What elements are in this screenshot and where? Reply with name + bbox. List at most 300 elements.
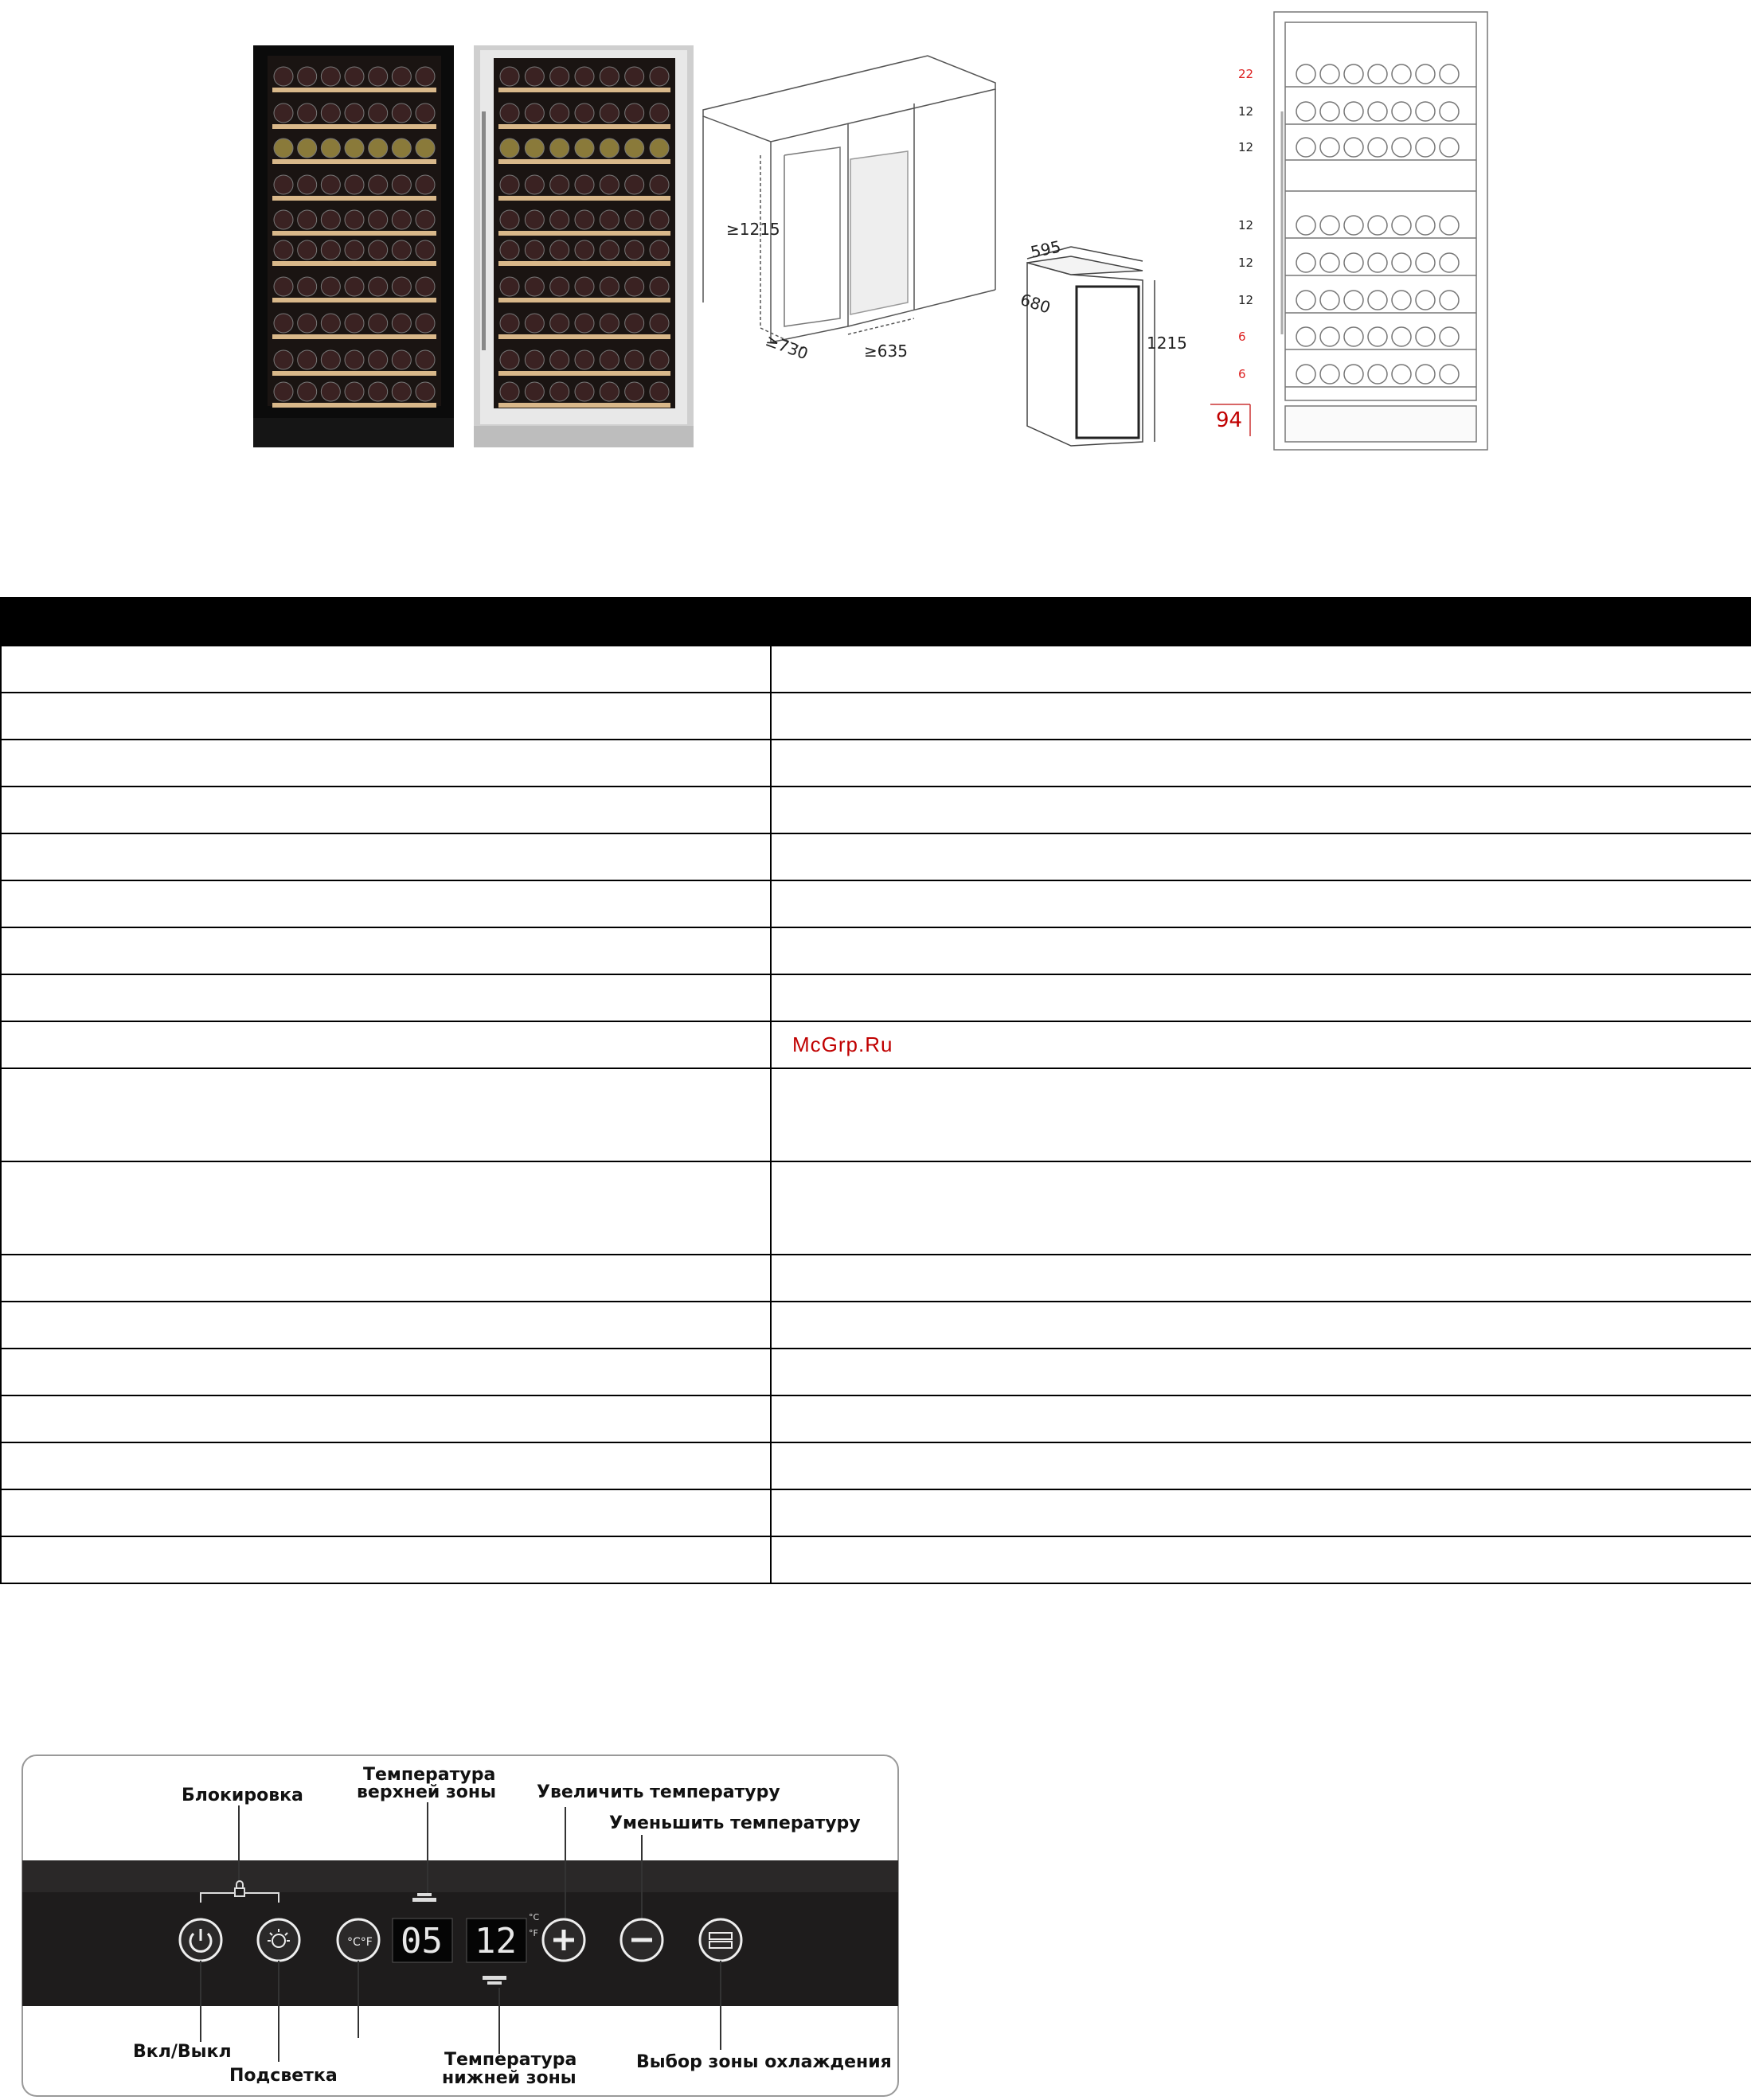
bottle-icon: [298, 210, 317, 229]
table-row: [1, 646, 1751, 693]
bottle-icon: [369, 240, 388, 260]
table-row: [1, 880, 1751, 927]
bottle-outline: [1344, 365, 1363, 384]
bottle-outline: [1440, 291, 1459, 310]
bottle-icon: [392, 240, 411, 260]
table-row: [1, 787, 1751, 833]
bottle-outline: [1368, 327, 1387, 346]
table-cell: [1, 1349, 771, 1395]
bottle-icon: [575, 277, 594, 296]
table-cell: [771, 1068, 1751, 1161]
upper-temp-label-2: верхней зоны: [357, 1782, 496, 1802]
table-cell: [1, 1442, 771, 1489]
bottle-icon: [650, 314, 669, 333]
bottle-icon: [550, 175, 569, 194]
bottle-outline: [1296, 138, 1315, 157]
bottle-icon: [600, 350, 619, 369]
bottle-icon: [392, 103, 411, 123]
total-bottles-label: 94: [1216, 408, 1243, 432]
bottle-outline: [1440, 138, 1459, 157]
table-row: [1, 740, 1751, 787]
bottle-outline: [1440, 365, 1459, 384]
unit-dimension-drawing: [1027, 247, 1155, 446]
bottle-outline: [1320, 365, 1339, 384]
bottle-icon: [550, 314, 569, 333]
bottle-icon: [345, 210, 364, 229]
wooden-shelf: [498, 261, 670, 266]
table-cell: [771, 1395, 1751, 1442]
table-cell: [1, 880, 771, 927]
bottle-icon: [298, 240, 317, 260]
bottle-icon: [625, 103, 644, 123]
bottle-outline: [1392, 291, 1411, 310]
bottle-icon: [625, 240, 644, 260]
bottle-icon: [550, 139, 569, 158]
upper-zone-display: 05: [401, 1921, 443, 1961]
bottle-icon: [525, 103, 544, 123]
table-cell: [1, 646, 771, 693]
table-cell: [1, 1161, 771, 1255]
bottle-outline: [1344, 102, 1363, 121]
lower-temp-label-1: Температура: [444, 2050, 577, 2070]
celsius-indicator: °C: [529, 1912, 540, 1922]
bottle-icon: [500, 103, 519, 123]
wooden-shelf: [498, 231, 670, 236]
table-cell: [771, 1302, 1751, 1349]
wooden-shelf: [272, 371, 436, 376]
wooden-shelf: [498, 403, 670, 408]
bottle-outline: [1416, 365, 1435, 384]
bottle-icon: [575, 103, 594, 123]
bottle-icon: [575, 210, 594, 229]
bottle-icon: [369, 210, 388, 229]
table-row: [1, 1255, 1751, 1302]
bottle-icon: [416, 350, 435, 369]
bottle-outline: [1440, 253, 1459, 272]
bottle-icon: [416, 103, 435, 123]
wine-cooler-black-photo: [253, 45, 454, 447]
bottle-icon: [345, 382, 364, 401]
bottle-outline: [1368, 253, 1387, 272]
table-row: [1, 1021, 1751, 1068]
bottle-icon: [369, 139, 388, 158]
wooden-shelf: [272, 231, 436, 236]
bottle-icon: [345, 240, 364, 260]
table-cell: [771, 740, 1751, 787]
bottle-icon: [650, 277, 669, 296]
shelf-count-label: 12: [1238, 140, 1254, 154]
bottle-icon: [392, 382, 411, 401]
bottle-icon: [321, 350, 340, 369]
bottle-icon: [500, 314, 519, 333]
bottle-icon: [500, 277, 519, 296]
bottle-icon: [416, 240, 435, 260]
bottle-icon: [345, 175, 364, 194]
bottle-icon: [321, 67, 340, 86]
bottle-icon: [525, 350, 544, 369]
table-cell: [1, 833, 771, 880]
bottle-outline: [1344, 327, 1363, 346]
bottle-icon: [500, 240, 519, 260]
bottle-icon: [416, 314, 435, 333]
bottle-outline: [1296, 216, 1315, 235]
product-figures: [0, 0, 1751, 478]
bottle-icon: [298, 350, 317, 369]
bottle-icon: [274, 139, 293, 158]
bottle-icon: [321, 175, 340, 194]
bottle-icon: [500, 139, 519, 158]
bottle-icon: [298, 314, 317, 333]
table-cell: [771, 833, 1751, 880]
bottle-icon: [650, 67, 669, 86]
shelf-count-label: 6: [1238, 367, 1246, 381]
bottle-icon: [369, 103, 388, 123]
table-header-cell: [771, 598, 1751, 646]
bottle-icon: [650, 175, 669, 194]
bottle-icon: [392, 175, 411, 194]
bottle-icon: [369, 175, 388, 194]
bottle-icon: [550, 210, 569, 229]
table-row: [1, 833, 1751, 880]
table-row: [1, 1395, 1751, 1442]
table-cell: [771, 646, 1751, 693]
bottle-icon: [298, 382, 317, 401]
unit-depth-dim: 680: [1018, 289, 1053, 318]
bottle-icon: [625, 277, 644, 296]
table-cell: [771, 1255, 1751, 1302]
bottle-icon: [345, 277, 364, 296]
bottle-outline: [1392, 253, 1411, 272]
bottle-icon: [600, 210, 619, 229]
table-cell: [771, 1536, 1751, 1583]
bottle-icon: [392, 210, 411, 229]
bottle-icon: [500, 67, 519, 86]
table-cell: [1, 693, 771, 740]
bottle-outline: [1344, 64, 1363, 84]
bottle-icon: [525, 210, 544, 229]
increase-temp-label: Увеличить температуру: [537, 1782, 780, 1802]
bottle-icon: [600, 103, 619, 123]
bottle-outline: [1296, 102, 1315, 121]
bottle-outline: [1368, 64, 1387, 84]
bottle-icon: [298, 139, 317, 158]
bottle-outline: [1320, 102, 1339, 121]
table-cell: [1, 740, 771, 787]
bottle-icon: [625, 314, 644, 333]
bottle-icon: [600, 139, 619, 158]
table-row: [1, 1536, 1751, 1583]
bottle-icon: [525, 314, 544, 333]
table-header-row: [1, 598, 1751, 646]
niche-depth-dim: ≥730: [763, 330, 811, 364]
bottle-outline: [1392, 138, 1411, 157]
table-cell: [1, 1395, 771, 1442]
shelf-count-label: 12: [1238, 218, 1254, 232]
wooden-shelf: [272, 88, 436, 92]
bottle-icon: [274, 277, 293, 296]
bottle-icon: [625, 350, 644, 369]
bottle-icon: [525, 139, 544, 158]
bottle-icon: [575, 382, 594, 401]
table-cell: [771, 787, 1751, 833]
bottle-outline: [1320, 216, 1339, 235]
fahrenheit-indicator: °F: [529, 1928, 538, 1938]
bottle-icon: [500, 350, 519, 369]
bottle-outline: [1296, 327, 1315, 346]
bottle-outline: [1296, 253, 1315, 272]
bottle-icon: [369, 350, 388, 369]
bottle-icon: [575, 350, 594, 369]
table-row: [1, 927, 1751, 974]
bottle-icon: [345, 314, 364, 333]
wooden-shelf: [498, 124, 670, 129]
table-cell: [771, 880, 1751, 927]
shelf-count-label: 12: [1238, 256, 1254, 270]
bottle-icon: [345, 103, 364, 123]
table-cell: [771, 1161, 1751, 1255]
bottle-icon: [345, 350, 364, 369]
wooden-shelf: [272, 261, 436, 266]
wooden-shelf: [498, 298, 670, 303]
lock-label: Блокировка: [182, 1786, 303, 1805]
wooden-shelf: [498, 159, 670, 164]
bottle-icon: [600, 67, 619, 86]
bottle-icon: [625, 382, 644, 401]
bottle-icon: [575, 240, 594, 260]
power-label: Вкл/Выкл: [133, 2042, 232, 2062]
bottle-icon: [345, 67, 364, 86]
zone-select-button[interactable]: [700, 1919, 741, 1961]
bottle-icon: [274, 103, 293, 123]
bottle-icon: [321, 210, 340, 229]
bottle-outline: [1440, 327, 1459, 346]
bottle-icon: [550, 382, 569, 401]
bottle-icon: [625, 175, 644, 194]
bottle-icon: [625, 139, 644, 158]
bottle-icon: [525, 382, 544, 401]
table-cell: [771, 927, 1751, 974]
bottle-icon: [392, 314, 411, 333]
bottle-icon: [298, 277, 317, 296]
bottle-icon: [321, 240, 340, 260]
bottle-outline: [1392, 327, 1411, 346]
bottle-icon: [274, 210, 293, 229]
bottle-icon: [650, 139, 669, 158]
bottle-outline: [1416, 102, 1435, 121]
bottle-icon: [416, 175, 435, 194]
bottle-icon: [369, 382, 388, 401]
wooden-shelf: [272, 298, 436, 303]
decrease-temp-button[interactable]: [621, 1919, 662, 1961]
bottle-icon: [392, 277, 411, 296]
table-cell: [1, 1255, 771, 1302]
bottle-icon: [321, 314, 340, 333]
table-cell: [1, 1489, 771, 1536]
table-row: [1, 693, 1751, 740]
bottle-icon: [650, 350, 669, 369]
wooden-shelf: [272, 159, 436, 164]
wine-cooler-steel-photo: [474, 45, 694, 447]
bottle-outline: [1416, 138, 1435, 157]
bottle-icon: [298, 103, 317, 123]
bottle-outline: [1416, 327, 1435, 346]
table-row: [1, 1442, 1751, 1489]
bottle-icon: [274, 240, 293, 260]
bottle-outline: [1368, 102, 1387, 121]
bottle-icon: [525, 175, 544, 194]
upper-temp-label-1: Температура: [363, 1765, 496, 1785]
bottle-outline: [1320, 253, 1339, 272]
bottle-icon: [575, 67, 594, 86]
bottle-icon: [500, 382, 519, 401]
table-row: [1, 1068, 1751, 1161]
bottle-icon: [392, 350, 411, 369]
bottle-outline: [1368, 291, 1387, 310]
bottle-icon: [600, 382, 619, 401]
decrease-temp-label: Уменьшить температуру: [609, 1813, 861, 1833]
bottle-icon: [392, 139, 411, 158]
table-cell: [771, 1349, 1751, 1395]
bottle-outline: [1320, 327, 1339, 346]
table-cell: [1, 787, 771, 833]
bottle-icon: [575, 139, 594, 158]
bottle-icon: [650, 210, 669, 229]
niche-height-dim: ≥1215: [726, 220, 780, 239]
wooden-shelf: [498, 196, 670, 201]
bottle-outline: [1416, 216, 1435, 235]
bottle-icon: [600, 277, 619, 296]
unit-toggle-button[interactable]: [338, 1919, 379, 1961]
wooden-shelf: [272, 124, 436, 129]
bottle-outline: [1416, 291, 1435, 310]
bottle-icon: [321, 103, 340, 123]
bottle-icon: [550, 277, 569, 296]
bottle-icon: [274, 67, 293, 86]
bottle-icon: [550, 350, 569, 369]
table-row: [1, 1349, 1751, 1395]
watermark-text: McGrp.Ru: [771, 1021, 1751, 1068]
bottle-icon: [416, 139, 435, 158]
bottle-icon: [298, 67, 317, 86]
table-row: [1, 1302, 1751, 1349]
bottle-outline: [1320, 291, 1339, 310]
shelf-count-label: 22: [1238, 67, 1254, 81]
bottle-outline: [1296, 365, 1315, 384]
bottle-icon: [416, 382, 435, 401]
bottle-icon: [416, 67, 435, 86]
table-cell: [1, 1021, 771, 1068]
light-button[interactable]: [258, 1919, 299, 1961]
shelf-count-label: 12: [1238, 104, 1254, 119]
table-row: [1, 974, 1751, 1021]
bottle-icon: [416, 277, 435, 296]
bottle-icon: [525, 277, 544, 296]
bottle-icon: [369, 67, 388, 86]
increase-temp-button[interactable]: [543, 1919, 584, 1961]
bottle-icon: [416, 210, 435, 229]
bottle-outline: [1392, 365, 1411, 384]
shelf-count-label: 12: [1238, 293, 1254, 307]
bottle-icon: [575, 175, 594, 194]
bottle-outline: [1344, 138, 1363, 157]
bottle-icon: [369, 314, 388, 333]
bottle-icon: [650, 382, 669, 401]
bottle-icon: [650, 240, 669, 260]
bottle-outline: [1392, 64, 1411, 84]
bottle-icon: [274, 350, 293, 369]
table-row: [1, 1161, 1751, 1255]
wooden-shelf: [272, 403, 436, 408]
bottle-icon: [575, 314, 594, 333]
bottle-icon: [600, 240, 619, 260]
bottle-outline: [1368, 365, 1387, 384]
wooden-shelf: [498, 334, 670, 339]
table-cell: [1, 1068, 771, 1161]
bottle-outline: [1320, 64, 1339, 84]
celsius-fahrenheit-icon: °C°F: [347, 1936, 373, 1949]
bottle-outline: [1368, 216, 1387, 235]
bottle-icon: [274, 175, 293, 194]
bottle-outline: [1296, 291, 1315, 310]
bottle-icon: [550, 240, 569, 260]
bottle-icon: [321, 277, 340, 296]
unit-height-dim: 1215: [1147, 334, 1187, 353]
table-cell: [1, 927, 771, 974]
bottle-icon: [321, 382, 340, 401]
wooden-shelf: [272, 196, 436, 201]
table-cell: [1, 1302, 771, 1349]
bottle-icon: [625, 67, 644, 86]
bottle-icon: [274, 382, 293, 401]
bottle-icon: [525, 67, 544, 86]
bottle-outline: [1416, 253, 1435, 272]
wooden-shelf: [498, 88, 670, 92]
unit-width-dim: 595: [1029, 236, 1063, 262]
shelf-count-label: 6: [1238, 330, 1246, 344]
bottle-icon: [500, 175, 519, 194]
bottle-icon: [625, 210, 644, 229]
table-cell: [771, 974, 1751, 1021]
bottle-icon: [274, 314, 293, 333]
bottle-outline: [1440, 64, 1459, 84]
table-cell: [771, 1489, 1751, 1536]
bottle-icon: [650, 103, 669, 123]
shelf-capacity-diagram: [1274, 12, 1487, 450]
bottle-icon: [525, 240, 544, 260]
bottle-icon: [550, 103, 569, 123]
bottle-icon: [550, 67, 569, 86]
bottle-icon: [600, 314, 619, 333]
bottle-icon: [298, 175, 317, 194]
bottle-icon: [500, 210, 519, 229]
control-panel-figure: [0, 1743, 1751, 2100]
niche-width-dim: ≥635: [864, 342, 908, 361]
bottle-outline: [1392, 216, 1411, 235]
bottle-icon: [321, 139, 340, 158]
bottle-outline: [1392, 102, 1411, 121]
table-cell: [1, 1536, 771, 1583]
bottle-outline: [1440, 102, 1459, 121]
power-button[interactable]: [180, 1919, 221, 1961]
spec-table: [0, 597, 1751, 1584]
wooden-shelf: [498, 371, 670, 376]
bottle-outline: [1344, 291, 1363, 310]
bottle-outline: [1344, 253, 1363, 272]
lower-temp-label-2: нижней зоны: [442, 2068, 577, 2088]
bottle-icon: [392, 67, 411, 86]
lower-zone-display: 12: [475, 1921, 517, 1961]
table-row: [1, 1489, 1751, 1536]
